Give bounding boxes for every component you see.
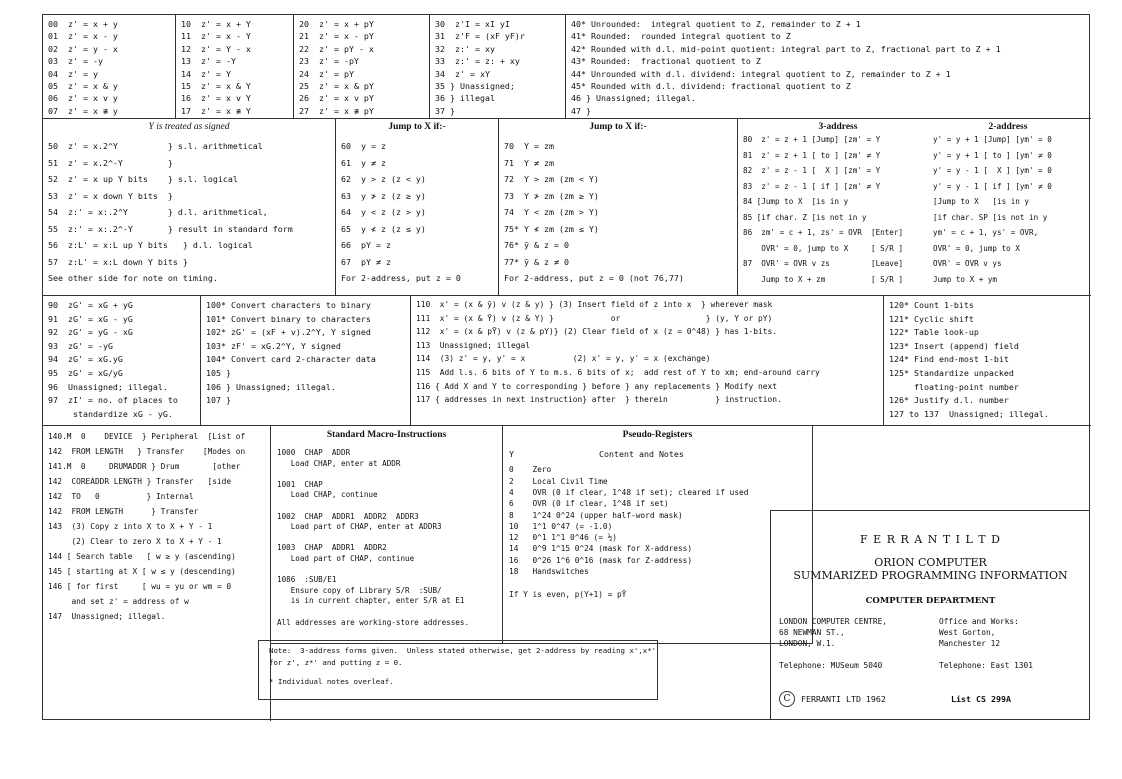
opcode-line: 90 zG' = xG + yG (48, 300, 133, 310)
opcode-line: 70 Y = zm (504, 141, 554, 151)
title-line-1: ORION COMPUTER (874, 556, 987, 569)
opcode-line: 42* Rounded with d.l. mid-point quotient: integral part to Z, fractional part to Z + 1 (571, 43, 1001, 54)
opcode-line: 14 z' = Y (181, 68, 231, 79)
ops-list (571, 18, 1086, 117)
section-heading: 2-address (988, 122, 1028, 132)
address-line (939, 649, 1033, 660)
opcode-line: 05 z' = x & y (48, 80, 118, 91)
address-line: Manchester 12 (939, 639, 1001, 648)
opcode-line: 143 (3) Copy z into X to X + Y - 1 (48, 522, 213, 531)
opcode-line: 114 (3) z' = y, y' = x (2) x' = y, y' = x (exchange) (416, 354, 711, 364)
opcode-line: See other side for note on timing. (48, 273, 218, 283)
opcode-line: [if char. SP [is not in y (933, 212, 1048, 222)
pseudo-line: 6 OVR (0 if clear, 1^48 if set) (509, 499, 669, 509)
opcode-line: 100* Convert characters to binary (206, 300, 371, 310)
opcode-line: 77* ȳ & z ≠ 0 (504, 256, 569, 267)
ops-10-17 (176, 15, 294, 119)
opcode-line: 101* Convert binary to characters (206, 313, 371, 324)
float-ops (43, 296, 201, 426)
pseudo-line: 10 1^1 0^47 (= -1.0) (509, 521, 613, 531)
opcode-line: 15 z' = x & Y (181, 80, 251, 91)
title-line-2: SUMMARIZED PROGRAMMING INFORMATION (793, 569, 1068, 582)
opcode-line: 46 } Unassigned; illegal. (571, 93, 696, 104)
ops-00-07 (43, 15, 176, 119)
opcode-line: 37 } (435, 105, 455, 116)
opcode-line: 96 Unassigned; illegal. (48, 381, 168, 392)
opcode-line: 13 z' = -Y (181, 56, 236, 67)
note-line: Note: 3-address forms given. Unless stated otherwise, get 2-address by reading x',x*' (269, 646, 657, 655)
opcode-line: y' = y + 1 [ to ] [ym' ≠ 0 (933, 150, 1052, 160)
opcode-line: 140.M 0 DEVICE } Peripheral [List of (48, 432, 246, 441)
opcode-line: 74 Y < zm (zm > Y) (504, 207, 599, 217)
opcode-line: 115 Add l.s. 6 bits of Y to m.s. 6 bits of x; add rest of Y to xm; end-around carry (416, 367, 820, 377)
opcode-line: 04 z' = y (48, 68, 98, 79)
opcode-line: 52 z' = x up Y bits } s.l. logical (48, 174, 238, 184)
opcode-line: 80 z' = z + 1 [Jump] [zm' = Y (743, 135, 881, 144)
ops-40-47 (566, 15, 1091, 119)
macro-line: All addresses are working-store addresses. (277, 617, 470, 627)
ops-list (48, 299, 195, 421)
opcode-line: Jump to X + ym (933, 274, 998, 284)
opcode-line: 20 z' = x + pY (299, 19, 374, 29)
macro-line: 1000 CHAP ADDR (277, 448, 351, 457)
opcode-line: 102* zG' = (xF + v).2^Y, Y signed (206, 327, 371, 338)
opcode-line: 117 { addresses in next instruction} after } therein } instruction. (416, 395, 782, 405)
opcode-line: 103* zF' = xG.2^Y, Y signed (206, 340, 341, 351)
opcode-line: 56 z:L' = x:L up Y bits } d.l. logical (48, 240, 253, 250)
opcode-line: 125* Standardize unpacked (889, 367, 1014, 378)
transfer-ops (43, 426, 271, 721)
opcode-line: 146 [ for first [ wu = yu or wm = 0 (48, 582, 232, 591)
opcode-line: 112 x' = (x & pȲ) v (z & pY)} (2) Clear field of x (z = 0^48) } has 1-bits. (416, 327, 778, 337)
pseudo-box (503, 426, 813, 644)
macro-line: Ensure copy of Library S/R :SUB/ (277, 585, 442, 595)
opcode-line: ym' = c + 1, ys' = OVR, (933, 228, 1039, 237)
opcode-line: 23 z' = -pY (299, 56, 359, 67)
ops-list (206, 299, 405, 408)
opcode-line: OVR' = 0, jump to X [ S/R ] (743, 243, 904, 253)
address-line: Office and Works: (939, 617, 1019, 626)
opcode-line: 21 z' = x - pY (299, 31, 374, 42)
opcode-line: 64 y < z (z > y) (341, 207, 426, 217)
opcode-line: 120* Count 1-bits (889, 300, 974, 310)
opcode-line: 85 [if char. Z [is not in y (743, 212, 867, 222)
opcode-line: 126* Justify d.l. number (889, 395, 1009, 406)
ops-list (504, 140, 732, 289)
opcode-line: 55 z:' = x:.2^-Y } result in standard form (48, 223, 293, 234)
address-line: West Gorton, (939, 628, 996, 637)
opcode-line: 145 [ starting at X [ w ≤ y (descending) (48, 567, 236, 576)
ops-list (181, 18, 288, 117)
macro-line: Load CHAP, enter at ADDR (277, 458, 401, 468)
ops-list (299, 18, 424, 117)
section-heading: Pseudo-Registers (622, 430, 693, 440)
opcode-line: 33 z:' = z: + xy (435, 56, 520, 67)
macro-line (277, 501, 496, 512)
address-line: Telephone: MUSeum 5040 (779, 661, 883, 670)
opcode-line: 66 pY = z (341, 240, 391, 250)
macro-line (277, 533, 496, 544)
opcode-line: 142 FROM LENGTH } Transfer [Modes on (48, 447, 246, 456)
opcode-line: standardize xG - yG. (48, 408, 173, 419)
opcode-line: 87 OVR' = OVR v zs [Leave] (743, 259, 904, 268)
opcode-line: 94 zG' = xG.yG (48, 354, 123, 365)
macro-line: 1003 CHAP ADDR1 ADDR2 (277, 543, 387, 553)
macro-line (277, 469, 496, 480)
opcode-line: 83 z' = z - 1 [ if ] [zm' ≠ Y (743, 181, 881, 191)
opcode-line: 31 z'F = (xF yF)r (435, 31, 525, 42)
opcode-line: y' = y - 1 [ X ] [ym' = 0 (933, 166, 1052, 175)
ops-list (48, 429, 265, 624)
opcode-line: 30 z'I = xI yI (435, 19, 510, 29)
opcode-line: 63 y ≯ z (z ≥ y) (341, 190, 426, 201)
macro-line: is in current chapter, enter S/R at E1 (277, 596, 465, 606)
opcode-line: and set z' = address of w (48, 597, 189, 606)
opcode-line: 36 } illegal (435, 93, 495, 104)
opcode-line: 61 y ≠ z (341, 157, 386, 168)
note-line: * Individual notes overleaf. (269, 676, 394, 686)
ops-list (48, 18, 170, 117)
opcode-line: 47 } (571, 105, 591, 116)
opcode-line: 95 zG' = xG/yG (48, 367, 123, 378)
opcode-line: 122* Table look-up (889, 327, 979, 338)
opcode-line: 53 z' = x down Y bits } (48, 190, 173, 201)
section-heading: Jump to X if:- (589, 122, 647, 132)
opcode-line: 02 z' = y - x (48, 43, 118, 54)
section-heading: 3-address (818, 122, 858, 132)
ops-list (933, 134, 1083, 289)
opcode-line: 34 z' = xY (435, 68, 490, 79)
address-line: LONDON COMPUTER CENTRE, (779, 617, 887, 626)
opcode-line: 11 z' = x - Y (181, 31, 251, 42)
opcode-line: 110 x' = (x & ȳ) v (z & y) } (3) Insert field of z into x } wherever mask (416, 300, 773, 309)
address-line: 68 NEWMAN ST., (779, 628, 845, 637)
opcode-line: 141.M 0 DRUMADDR } Drum [other (48, 462, 241, 471)
ops-list (341, 140, 493, 289)
opcode-line: 124* Find end-most 1-bit (889, 354, 1009, 365)
opcode-line: 67 pY ≠ z (341, 256, 391, 267)
ops-list (48, 140, 330, 289)
misc-ops (884, 296, 1091, 426)
opcode-line: 50 z' = x.2^Y } s.l. arithmetical (48, 141, 263, 151)
works-address (939, 616, 1033, 671)
convert-ops (201, 296, 411, 426)
pseudo-line: 4 OVR (0 if clear, 1^48 if set); cleared if used (509, 488, 749, 497)
brand-block (770, 510, 1090, 720)
opcode-line: [Jump to X [is in y (933, 197, 1030, 206)
macro-line (277, 565, 496, 576)
address-line: LONDON, W.1. (779, 639, 836, 648)
opcode-line: 142 COREADDR LENGTH } Transfer [side (48, 477, 232, 486)
opcode-line: 22 z' = pY - x (299, 43, 374, 54)
field-ops (411, 296, 884, 426)
jump-ops-80 (738, 119, 1091, 296)
note-line: for z', z*' and putting z = 0. (269, 658, 403, 668)
opcode-line: 51 z' = x.2^-Y } (48, 157, 173, 168)
ops-list (743, 134, 933, 289)
opcode-line: 45* Rounded with d.l. dividend: fractional quotient to Z (571, 80, 851, 91)
pseudo-line: 2 Local Civil Time (509, 476, 608, 486)
opcode-line: 10 z' = x + Y (181, 19, 251, 29)
address-line: Telephone: East 1301 (939, 661, 1033, 670)
opcode-line: 35 } Unassigned; (435, 80, 515, 91)
pseudo-line: 16 0^26 1^6 0^16 (mask for Z-address) (509, 555, 693, 565)
pseudo-line: 8 1^24 0^24 (upper half-word mask) (509, 510, 683, 520)
macro-line (277, 607, 496, 618)
london-address (779, 616, 939, 671)
opcode-line: 07 z' = x ≢ y (48, 105, 118, 116)
address-line (779, 649, 939, 660)
opcode-line: For 2-address, put z = 0 (341, 273, 461, 283)
opcode-line: y' = y + 1 [Jump] [ym' = 0 (933, 135, 1052, 144)
opcode-line: 62 y > z (z < y) (341, 174, 426, 184)
opcode-line: 57 z:L' = x:L down Y bits } (48, 256, 188, 267)
macro-line: Load part of CHAP, enter at ADDR3 (277, 522, 442, 532)
section-heading: Jump to X if:- (388, 122, 446, 132)
opcode-line: 104* Convert card 2-character data (206, 354, 376, 365)
opcode-line: 16 z' = x v Y (181, 93, 251, 104)
opcode-line: 86 zm' = c + 1, zs' = OVR [Enter] (743, 228, 904, 237)
opcode-line: For 2-address, put z = 0 (not 76,77) (504, 273, 684, 283)
opcode-line: 142 FROM LENGTH } Transfer (48, 507, 199, 516)
opcode-line: 93 zG' = -yG (48, 340, 113, 351)
opcode-line: 121* Cyclic shift (889, 313, 974, 324)
opcode-line: 106 } Unassigned; illegal. (206, 381, 336, 392)
opcode-line: 43* Rounded: fractional quotient to Z (571, 56, 761, 67)
pseudo-sub: Content and Notes (599, 449, 684, 459)
opcode-line: 60 y = z (341, 141, 386, 151)
macro-line: 1086 :SUB/E1 (277, 575, 337, 585)
pseudo-line: If Y is even, p(Y+1) = pȲ (509, 589, 627, 599)
opcode-line: 76* ȳ & z = 0 (504, 240, 569, 250)
opcode-line: 105 } (206, 367, 231, 378)
ops-list (435, 18, 560, 117)
opcode-line: 71 Y ≠ zm (504, 157, 554, 168)
ops-list (416, 299, 878, 408)
macro-line: 1001 CHAP (277, 479, 323, 489)
ops-30-37 (430, 15, 566, 119)
copyright-icon: C (779, 691, 795, 707)
macro-list (277, 448, 496, 628)
opcode-line: 142 TO 0 } Internal (48, 492, 194, 501)
opcode-line: 91 zG' = xG - yG (48, 313, 133, 324)
copyright-text: FERRANTI LTD 1962 (801, 693, 886, 704)
opcode-line: 72 Y > zm (zm < Y) (504, 174, 599, 184)
opcode-line: 03 z' = -y (48, 56, 103, 67)
opcode-line: 75* Y ≮ zm (zm ≤ Y) (504, 223, 599, 234)
opcode-line: 27 z' = x ≢ pY (299, 105, 374, 116)
opcode-line: Jump to X + zm [ S/R ] (743, 274, 904, 284)
opcode-line: 06 z' = x v y (48, 93, 118, 104)
opcode-line: 54 z:' = x:.2^Y } d.l. arithmetical, (48, 207, 268, 217)
opcode-line: 144 [ Search table [ w ≥ y (ascending) (48, 552, 236, 561)
opcode-line: 01 z' = x - y (48, 31, 118, 42)
shift-ops (43, 119, 336, 296)
pseudo-line: 12 0^1 1^1 0^46 (= ½) (509, 533, 617, 543)
opcode-line: 25 z' = x & pY (299, 80, 374, 91)
opcode-line: (2) Clear to zero X to X + Y - 1 (48, 537, 222, 546)
pseudo-line (509, 577, 806, 588)
opcode-line: 00 z' = x + y (48, 19, 118, 29)
opcode-line: 40* Unrounded: integral quotient to Z, remainder to Z + 1 (571, 19, 861, 29)
jump-ops-60 (336, 119, 499, 296)
opcode-line: 147 Unassigned; illegal. (48, 612, 166, 621)
opcode-line: 17 z' = x ≢ Y (181, 105, 251, 116)
opcode-line: 12 z' = Y - x (181, 43, 251, 54)
ops-20-27 (294, 15, 430, 119)
macro-line: Load CHAP, continue (277, 490, 378, 500)
jump-ops-70 (499, 119, 738, 296)
list-number: List CS 299A (951, 693, 1011, 704)
opcode-line: 116 { Add X and Y to corresponding } before } any replacements } Modify next (416, 381, 778, 391)
opcode-line: 41* Rounded: rounded integral quotient to Z (571, 31, 791, 42)
note-box (258, 640, 658, 700)
opcode-line: 123* Insert (append) field (889, 340, 1019, 351)
opcode-line: 84 [Jump to X [is in y (743, 197, 849, 206)
opcode-line: 113 Unassigned; illegal (416, 340, 531, 350)
opcode-line: 111 x' = (x & Ȳ) v (z & Y) } or } (y, Y or pY) (416, 313, 773, 323)
opcode-line: 24 z' = pY (299, 68, 354, 79)
opcode-line: 107 } (206, 395, 231, 406)
opcode-line: OVR' = 0, jump to X (933, 243, 1020, 253)
opcode-line: floating-point number (889, 381, 1019, 392)
department: COMPUTER DEPARTMENT (865, 596, 996, 606)
pseudo-line: 14 0^9 1^15 0^24 (mask for X-address) (509, 544, 693, 554)
company-name: F E R R A N T I L T D (860, 533, 1001, 546)
opcode-line: 26 z' = x v pY (299, 93, 374, 104)
opcode-line: y' = y - 1 [ if ] [ym' ≠ 0 (933, 181, 1052, 191)
pseudo-line: 0 Zero (509, 465, 552, 475)
opcode-line: 127 to 137 Unassigned; illegal. (889, 408, 1049, 419)
opcode-line: 44* Unrounded with d.l. dividend: integral quotient to Z, remainder to Z + 1 (571, 68, 951, 79)
pseudo-line: 18 Handswitches (509, 567, 589, 577)
macro-box (271, 426, 503, 644)
section-heading: Standard Macro-Instructions (326, 430, 447, 440)
opcode-line: 82 z' = z - 1 [ X ] [zm' = Y (743, 166, 881, 175)
opcode-line: 81 z' = z + 1 [ to ] [zm' ≠ Y (743, 150, 881, 160)
opcode-line: 92 zG' = yG - xG (48, 327, 133, 338)
opcode-line: 32 z:' = xy (435, 43, 495, 54)
pseudo-y-label: Y (509, 449, 514, 459)
opcode-line: 97 zI' = no. of places to (48, 395, 178, 406)
opcode-line: 73 Y ≯ zm (zm ≥ Y) (504, 190, 599, 201)
opcode-line: 65 y ≮ z (z ≤ y) (341, 223, 426, 234)
pseudo-list (509, 464, 806, 600)
opcode-line: OVR' = OVR v ys (933, 259, 1002, 268)
ops-list (889, 299, 1086, 421)
macro-line: Load part of CHAP, continue (277, 553, 415, 563)
macro-line: 1002 CHAP ADDR1 ADDR2 ADDR3 (277, 511, 419, 521)
section-heading: Y is treated as signed (148, 122, 230, 132)
